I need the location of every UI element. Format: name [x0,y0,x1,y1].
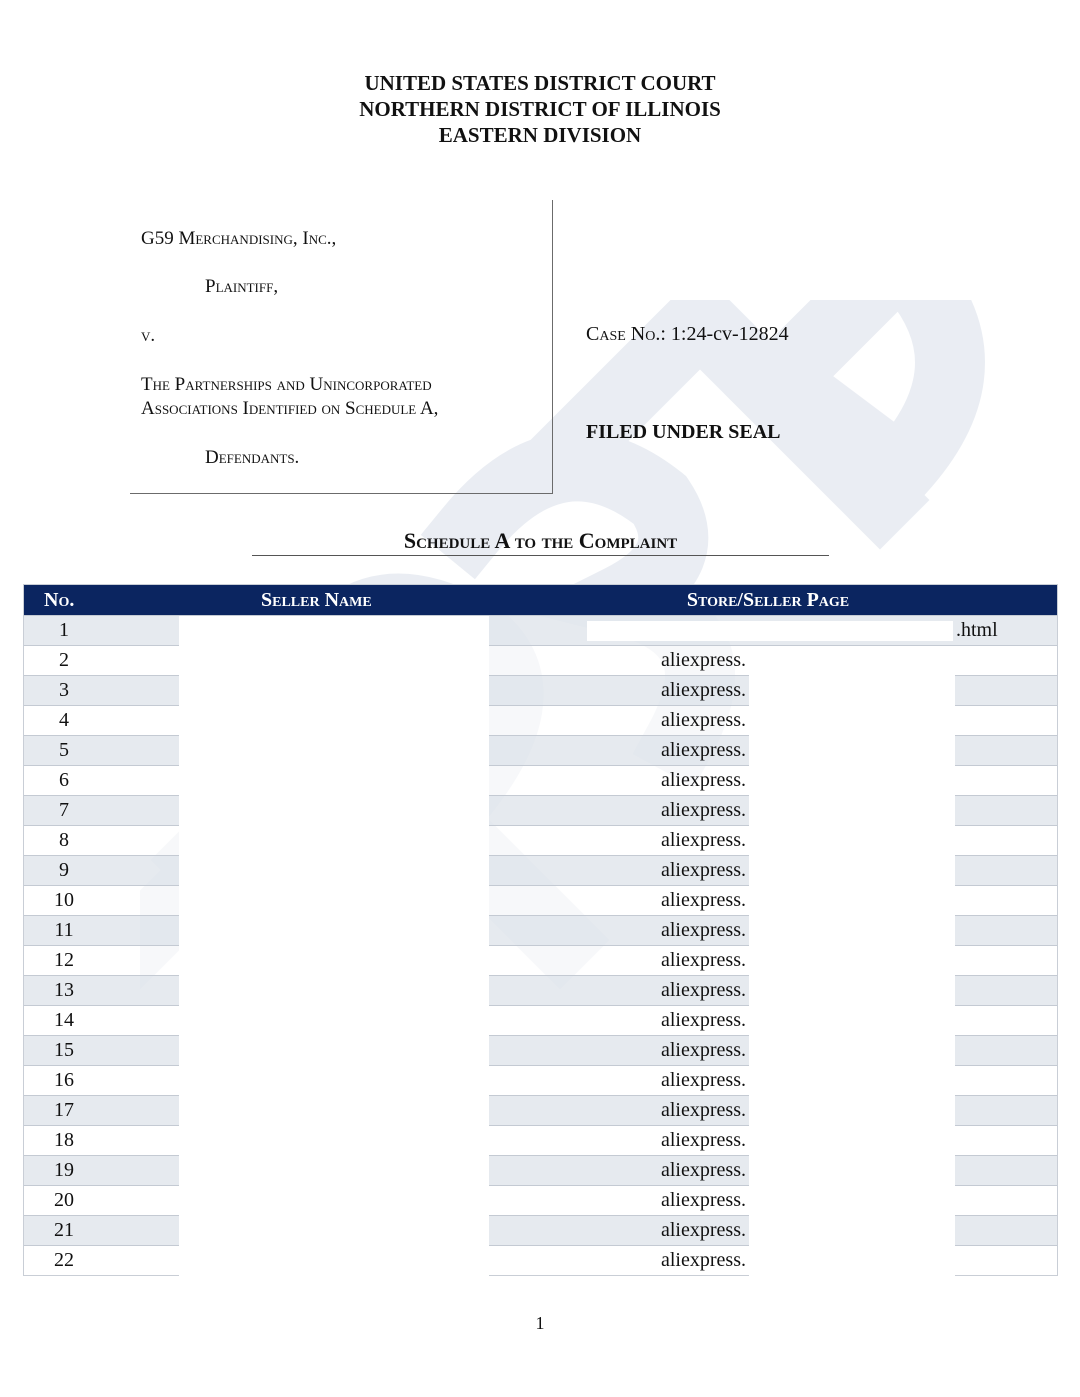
row-number: 20 [54,1189,74,1211]
store-page-link[interactable]: aliexpress. [661,1069,746,1091]
table-row [24,1155,1057,1185]
redacted-seller-name [179,826,489,856]
redacted-seller-name [179,646,489,676]
redacted-seller-name [179,856,489,886]
table-row [24,1245,1057,1275]
store-url-suffix: .html [956,619,998,641]
row-number: 6 [59,769,69,791]
page-number: 1 [535,1313,545,1333]
redacted-seller-name [179,1006,489,1036]
redacted-store-url [749,646,955,676]
store-page-link[interactable]: aliexpress. [661,1189,746,1211]
table-row [24,1035,1057,1065]
store-page-link[interactable]: aliexpress. [661,859,746,881]
defendant-line-2: Associations Identified on Schedule A, [141,398,439,419]
redacted-seller-name [179,1216,489,1246]
table-row [24,675,1057,705]
table-row [24,1095,1057,1125]
defendant-label: Defendants. [205,447,300,468]
redacted-seller-name [179,766,489,796]
table-row [24,825,1057,855]
court-district: NORTHERN DISTRICT OF ILLINOIS [359,97,721,121]
row-number: 7 [59,799,69,821]
table-row [24,915,1057,945]
redacted-store-url [749,826,955,856]
redacted-store-url [749,1066,955,1096]
redacted-seller-name [179,916,489,946]
header-seller-name: Seller Name [261,588,372,611]
header-store-page: Store/Seller Page [686,588,850,611]
row-number: 19 [54,1159,74,1181]
redacted-seller-name [179,676,489,706]
store-page-link[interactable]: aliexpress. [661,889,746,911]
redacted-store-url [749,736,955,766]
redacted-seller-name [179,886,489,916]
store-page-link[interactable]: aliexpress. [661,949,746,971]
redacted-store-url [749,1126,955,1156]
redacted-seller-name [179,706,489,736]
store-page-link[interactable]: aliexpress. [661,919,746,941]
row-number: 22 [54,1249,74,1271]
redacted-store-url [749,1156,955,1186]
case-caption-box [130,200,553,494]
store-page-link[interactable]: aliexpress. [661,649,746,671]
table-row [24,855,1057,885]
store-page-link[interactable]: aliexpress. [661,1219,746,1241]
redacted-seller-name [179,946,489,976]
table-row [24,615,1057,645]
row-number: 9 [59,859,69,881]
row-number: 5 [59,739,69,761]
redacted-store-url [749,946,955,976]
case-number-label: Case No.: [586,323,666,345]
court-division: EASTERN DIVISION [438,123,642,147]
row-number: 3 [59,679,69,701]
redacted-seller-name [179,1036,489,1066]
redacted-store-url [749,1246,955,1276]
table-row [24,1005,1057,1035]
redacted-store-url [749,1186,955,1216]
row-number: 21 [54,1219,74,1241]
row-number: 1 [59,619,69,641]
row-number: 13 [54,979,74,1001]
redacted-seller-name [179,796,489,826]
table-row [24,885,1057,915]
case-number-value: 1:24-cv-12824 [670,323,789,345]
case-number [586,323,789,346]
redacted-seller-name [179,736,489,766]
redacted-seller-name [179,976,489,1006]
redacted-store-url [749,1006,955,1036]
store-page-link[interactable]: aliexpress. [661,1249,746,1271]
redacted-store-url [749,1036,955,1066]
court-header [0,70,1080,148]
table-row [24,765,1057,795]
plaintiff-name: G59 Merchandising, Inc., [141,228,337,249]
row-number: 15 [54,1039,74,1061]
store-page-link[interactable]: aliexpress. [661,1039,746,1061]
store-page-link[interactable]: aliexpress. [661,829,746,851]
redacted-store-url [749,1216,955,1246]
court-name: UNITED STATES DISTRICT COURT [364,71,716,95]
row-number: 18 [54,1129,74,1151]
redacted-store-url [749,766,955,796]
store-page-link[interactable]: aliexpress. [661,1009,746,1031]
store-page-link[interactable]: aliexpress. [661,679,746,701]
redacted-store-url [749,706,955,736]
redacted-seller-name [179,1126,489,1156]
versus: v. [141,325,156,346]
redacted-store-url [749,886,955,916]
redacted-store-url [749,796,955,826]
redacted-store-url [749,1096,955,1126]
redacted-seller-name [179,1186,489,1216]
schedule-a-table [23,584,1058,1276]
row-number: 2 [59,649,69,671]
redacted-seller-name [179,1156,489,1186]
store-page-link[interactable]: aliexpress. [661,769,746,791]
table-row [24,1125,1057,1155]
table-row [24,735,1057,765]
redacted-store-url [749,976,955,1006]
header-no: No. [44,588,75,611]
store-page-link[interactable]: aliexpress. [661,739,746,761]
row-number: 4 [59,709,69,731]
store-page-link[interactable]: aliexpress. [661,709,746,731]
redacted-store-url [749,856,955,886]
table-row [24,975,1057,1005]
redacted-store-url [749,916,955,946]
row-number: 11 [54,919,74,941]
store-page-link[interactable]: aliexpress. [661,799,746,821]
defendant-line-1: The Partnerships and Unincorporated [141,374,432,395]
filed-under-seal: FILED UNDER SEAL [586,421,781,443]
store-page-link[interactable]: aliexpress. [661,979,746,1001]
table-row [24,795,1057,825]
table-header [24,585,1057,615]
row-number: 10 [54,889,74,911]
schedule-title: Schedule A to the Complaint [252,528,829,556]
row-number: 16 [54,1069,74,1091]
row-number: 14 [54,1009,74,1031]
table-row [24,645,1057,675]
store-page-link[interactable]: aliexpress. [661,1159,746,1181]
redacted-store-url [587,621,953,641]
table-row [24,705,1057,735]
redacted-seller-name [179,1096,489,1126]
plaintiff-label: Plaintiff, [205,276,279,297]
redacted-seller-name [179,616,489,646]
table-row [24,1065,1057,1095]
store-page-link[interactable]: aliexpress. [661,1099,746,1121]
redacted-seller-name [179,1066,489,1096]
row-number: 12 [54,949,74,971]
table-row [24,945,1057,975]
store-page-link[interactable]: aliexpress. [661,1129,746,1151]
redacted-store-url [749,676,955,706]
redacted-seller-name [179,1246,489,1276]
table-body [24,615,1057,1275]
table-row [24,1215,1057,1245]
table-row [24,1185,1057,1215]
row-number: 17 [54,1099,74,1121]
row-number: 8 [59,829,69,851]
